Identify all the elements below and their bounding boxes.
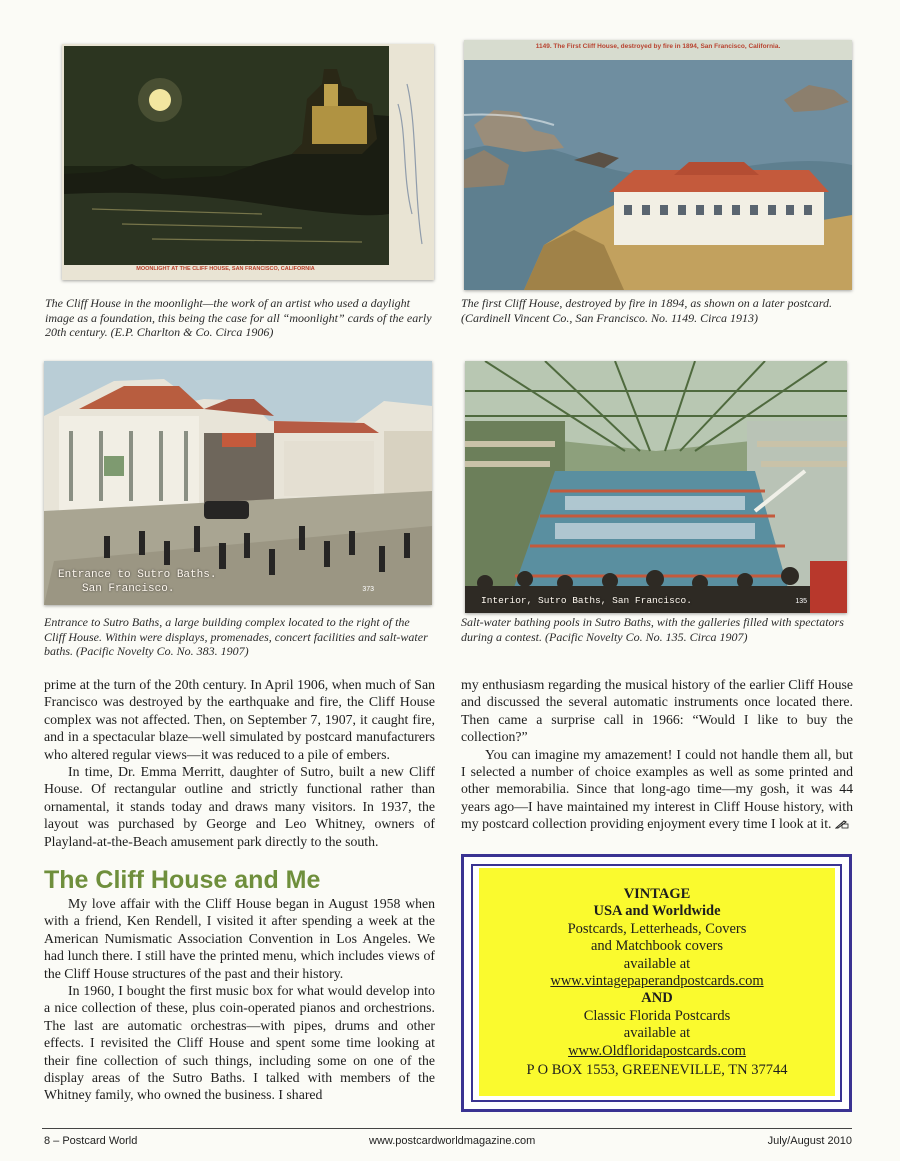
photo-sutro-baths-entrance <box>44 361 432 605</box>
ad-subtitle: USA and Worldwide <box>593 903 721 920</box>
caption-sutro-entrance: Entrance to Sutro Baths, a large building complex located to the right of the Cliff House. Within were displays, promenades, concert facilities and salt-water baths. (Pacific Novelty Co. No. 383. 1907) <box>44 615 428 658</box>
caption-first-cliff-house: The first Cliff House, destroyed by fire in 1894, as shown on a later postcard. (Cardinell Vincent Co., San Francisco. No. 1149. Circa 1913) <box>461 296 832 325</box>
first-cliff-house-illustration <box>464 40 852 290</box>
footer-website[interactable]: www.postcardworldmagazine.com <box>369 1135 536 1147</box>
article-paragraph: In 1960, I bought the first music box for what would develop into a nice collection of these, plus coin-operated pianos and orchestrions. The last are automatic orchestras—with pipes, drums and other effects. I revisited the Cliff House and spent some time looking at their fine collection of such things, including some on one of the display areas of the Sutro Baths. I talked with members of the Whitney family, who owned the business. I shared <box>44 983 435 1103</box>
caption-sutro-interior: Salt-water bathing pools in Sutro Baths, with the galleries filled with spectators during a contest. (Pacific Novelty Co. No. 135. Circa 1907) <box>461 615 844 644</box>
article-paragraph: prime at the turn of the 20th century. In April 1906, when much of San Francisco was destroyed by the earthquake and fire, the Cliff House complex was not affected. Then, on September 7, 1907, it caught fire, and in a spectacular blaze—well simulated by postcard manufacturers who altered regular views—it was reduced to a pile of embers. <box>44 677 435 762</box>
photo-label-line1: Entrance to Sutro Baths. <box>58 569 217 581</box>
pen-signoff-icon <box>835 819 849 829</box>
photo-sutro-baths-interior <box>465 361 847 613</box>
photo-label: 1149. The First Cliff House, destroyed by fire in 1894, San Francisco, California. <box>535 43 781 50</box>
ad-text: available at <box>623 955 691 972</box>
section-heading: The Cliff House and Me <box>44 866 321 894</box>
footer-rule <box>42 1128 852 1129</box>
article-left-column-bottom <box>44 895 435 1104</box>
photo-moonlight-cliff-house <box>62 44 434 280</box>
moonlight-illustration <box>62 44 434 280</box>
ad-text: available at <box>623 1025 691 1042</box>
photo-first-cliff-house <box>464 40 852 290</box>
ad-link-vintage[interactable]: www.vintagepaperandpostcards.com <box>550 973 764 990</box>
article-paragraph: my enthusiasm regarding the musical history of the earlier Cliff House and discussed the several automatic instruments once located there. Then came a surprise call in 1966: “Would I like to buy the collection?” <box>461 677 853 745</box>
footer-page-label: 8 – Postcard World <box>44 1135 138 1147</box>
photo-label: Interior, Sutro Baths, San Francisco. <box>481 595 692 606</box>
photo-number: 135 <box>795 598 807 605</box>
article-paragraph: You can imagine my amazement! I could not handle them all, but I selected a number of choice examples as well as some printed and other memorabilia. Since that long-ago time—my gosh, it was 44 years ago—I have maintained my interest in Cliff House history, with my postcard collection providing enjoyment every time I look at it. <box>461 746 853 832</box>
article-left-column-top <box>44 676 435 850</box>
article-paragraph: In time, Dr. Emma Merritt, daughter of Sutro, built a new Cliff House. Of rectangular outline and strictly functional rather than ornamental, it stands today and draws many visitors. In 1937, the layout was purchased by George and Leo Whitney, owners of Playland-at-the-Beach amusement park directly to the south. <box>44 764 435 849</box>
article-paragraph: My love affair with the Cliff House began in August 1958 when with a friend, Ken Rendell, I visited it after spending a week at the American Numismatic Association Convention in Los Angeles. We had lunch there. I still have the printed menu, which includes views of the Cliff House structures of the past and their history. <box>44 896 435 981</box>
ad-address: P O BOX 1553, GREENEVILLE, TN 37744 <box>526 1062 788 1079</box>
ad-text: and Matchbook covers <box>590 938 724 955</box>
advertisement <box>479 868 835 1096</box>
caption-moonlight: The Cliff House in the moonlight—the work of an artist who used a daylight image as a foundation, this being the case for all “moonlight” cards of the early 20th century. (E.P. Charlton & Co. Circa 1906) <box>45 296 432 339</box>
footer-issue-date: July/August 2010 <box>767 1135 852 1147</box>
ad-and: AND <box>641 990 673 1007</box>
ad-title: VINTAGE <box>623 886 691 902</box>
ad-link-oldflorida[interactable]: www.Oldfloridapostcards.com <box>568 1042 746 1059</box>
photo-number: 373 <box>362 586 374 593</box>
article-right-column <box>461 676 853 833</box>
photo-label: MOONLIGHT AT THE CLIFF HOUSE, SAN FRANCISCO, CALIFORNIA <box>136 266 315 272</box>
sutro-interior-illustration <box>465 361 847 613</box>
ad-text: Classic Florida Postcards <box>583 1007 731 1024</box>
photo-label-line2: San Francisco. <box>82 583 175 595</box>
ad-text: Postcards, Letterheads, Covers <box>567 920 747 937</box>
